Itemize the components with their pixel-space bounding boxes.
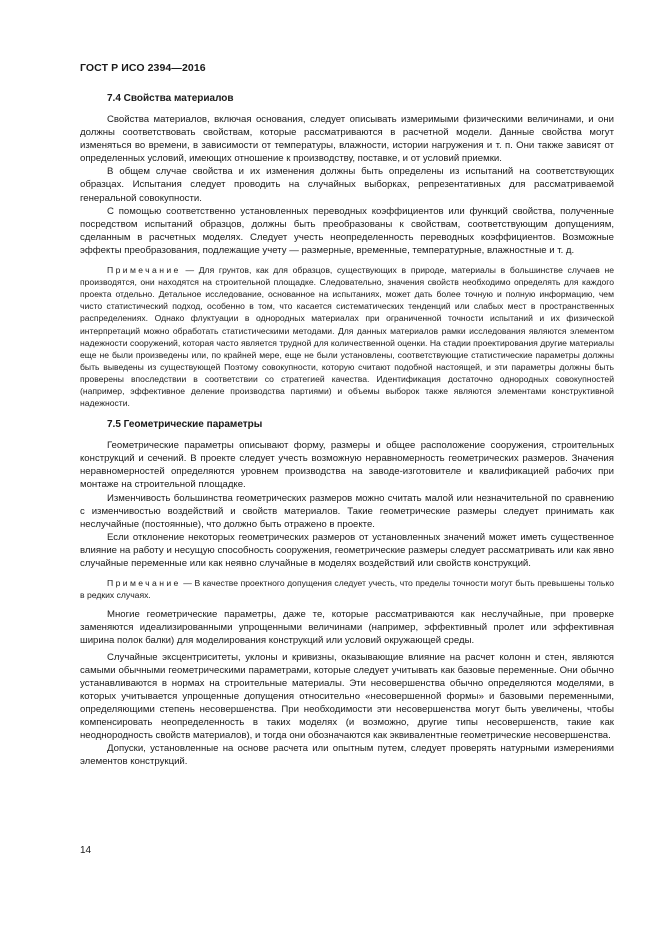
document-header: ГОСТ Р ИСО 2394—2016: [80, 62, 206, 74]
paragraph: Свойства материалов, включая основания, следует описывать измеримыми физическими величинами, и они должны соответствовать свойствам, которые рассматриваются в расчетной модели. Данные свойства могут изменяться во времени, в зависимости от температуры, влажности, истории нагружения и т. п. Они также зависят от определенных условий, имеющих отношение к производству, поставке, и от условий приемки.: [80, 114, 614, 165]
section-heading-7-5: 7.5 Геометрические параметры: [107, 419, 263, 431]
note-text: — Для грунтов, как для образцов, существующих в природе, материалы в большинстве случаев не производятся, они находятся на строительной площадке. Следовательно, значения свойств необходимо определять для каждого проекта отдельно. Детальное исследование, основанное на испытаниях, может дать более точную и полную информацию, чем чисто статистический подход, особенно в том, что касается систематических тенденций или слабых мест в пространственных распределениях. Однако флуктуации в однородных материалах при ограниченной точности испытаний и их физической интерпретаций можно обработать статистическими методами. Для данных материалов рамки исследования являются элементом надежности сооружений, которая часто является трудной для количественной оценки. На стадии проектирования другие материалы еще не были произведены или, по крайней мере, еще не были установлены, соответствующие статистические параметры должны быть выведены из существующей Поэтому совокупности, которую считают подобной настоящей, и эти параметры должны быть проверены впоследствии в соответствии со стратегией качества. Идентификация достаточно однородных совокупностей (например, эффективное деление производства партиями) и объемы выборок также являются элементами конструктивной надежности.: [80, 265, 614, 409]
page-body: [80, 92, 614, 768]
section-heading-7-4: 7.4 Свойства материалов: [107, 93, 234, 104]
note-lead: Примечание: [107, 265, 181, 276]
paragraph: Многие геометрические параметры, даже те, которые рассматриваются как неслучайные, при проверке заменяются идеализированными упрощенными величинами (например, эффективный пролет или эффективная ширина полок балки) для моделирования конструкций или условий окружающей среды.: [80, 609, 614, 647]
paragraph: Случайные эксцентриситеты, уклоны и кривизны, оказывающие влияние на расчет колонн и стен, являются самыми обычными геометрическими параметрами, которые следует учитывать как базовые переменные. Они обычно устанавливаются в нормах на строительные материалы. Эти несовершенства обычно определяются моделями, в которых учитывается упрощенные допущения относительно «несовершенной формы» и базовыми переменными, определяющими степень несовершенства. При необходимости эти несовершенства могут быть увеличены, чтобы компенсировать неопределенность в таких моделях (и возможно, другие типы несовершенств, такие как неоднородность свойств материалов), и тогда они обозначаются как эквивалентные геометрические несовершенства.: [80, 651, 614, 742]
note-paragraph: [80, 264, 614, 409]
paragraph: Геометрические параметры описывают форму, размеры и общее расположение сооружения, строительных конструкций и сечений. В проекте следует учесть возможную неравномерность геометрических размеров. Значения неравномерностей определяются уровнем производства на заводе-изготовителе и квалификацией рабочих при монтаже на строительной площадке.: [80, 440, 614, 491]
note-lead: Примечание: [107, 578, 181, 589]
paragraph: Если отклонение некоторых геометрических размеров от установленных значений может иметь существенное влияние на работу и несущую способность сооружения, геометрические размеры следует рассматривать или как явно случайные переменные или как неявно случайные в моделях воздействий или свойств конструкций.: [80, 531, 614, 569]
paragraph: С помощью соответственно установленных переводных коэффициентов или функций свойства, полученные посредством испытаний образцов, должны быть преобразованы к свойствам, соответствующим допущениям, сделанным в расчетных моделях. Следует учесть неопределенность переводных коэффициентов. Возможные эффекты преобразования, подлежащие учету — размерные, временные, температурные, влажностные и т. д.: [80, 205, 614, 256]
paragraph: Изменчивость большинства геометрических размеров можно считать малой или незначительной по сравнению с изменчивостью воздействий и свойств материалов. Такие геометрические размеры следует принимать как неслучайные (постоянные), что должно быть отражено в проекте.: [80, 492, 614, 530]
paragraph: В общем случае свойства и их изменения должны быть определены из испытаний на соответствующих образцах. Испытания следует проводить на случайных выборках, репрезентативных для рассматриваемой генеральной совокупности.: [80, 166, 614, 204]
page-number: 14: [80, 845, 92, 856]
paragraph: Допуски, установленные на основе расчета или опытным путем, следует проверять натурными измерениями элементов конструкций.: [80, 743, 614, 768]
note-paragraph: [80, 577, 614, 601]
note-text: — В качестве проектного допущения следует учесть, что пределы точности могут быть превышены только в редких случаях.: [80, 578, 614, 601]
